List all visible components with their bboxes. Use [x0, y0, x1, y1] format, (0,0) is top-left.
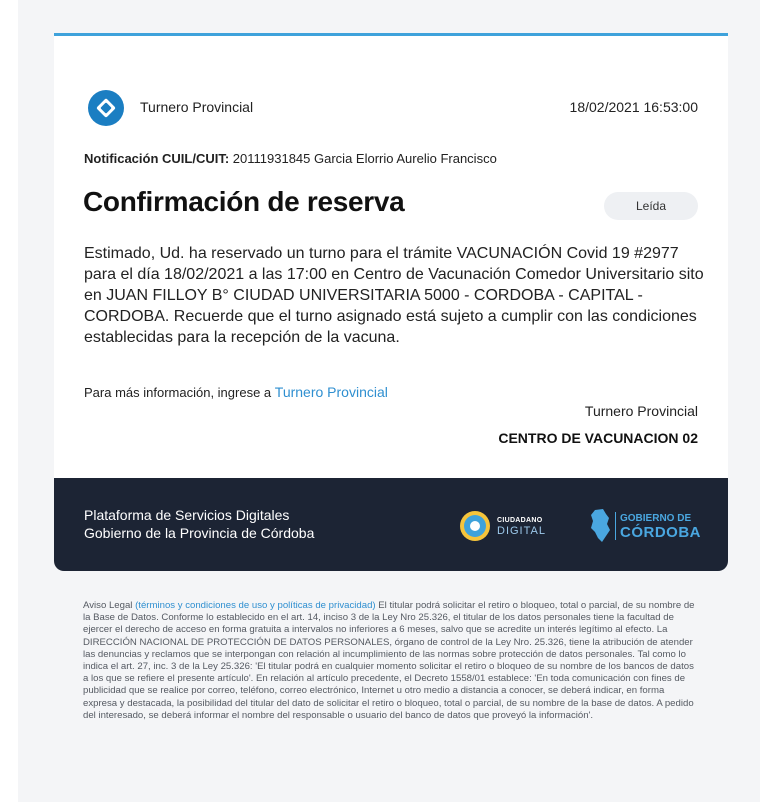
turnero-link[interactable]: Turnero Provincial	[274, 384, 388, 400]
cordoba-map-icon	[589, 508, 611, 544]
turnero-logo-icon	[88, 90, 124, 126]
ciudadano-digital-icon-center	[470, 521, 480, 531]
legal-prefix: Aviso Legal	[83, 600, 133, 611]
signature-center: CENTRO DE VACUNACION 02	[498, 430, 698, 446]
footer-government-text: Gobierno de la Provincia de Córdoba	[84, 525, 315, 541]
notification-value: 20111931845 Garcia Elorrio Aurelio Francisco	[232, 151, 497, 166]
legal-text: El titular podrá solicitar el retiro o bloqueo, total o parcial, de su nombre de la Base de Datos. Conforme lo establecido en el art. 14, inciso 3 de la Ley Nro 25.326, el titular de los datos personales tiene la facultad de ejercer el derecho de acceso en forma gratuita a intervalos no inferiores a 6 meses, salvo que se acredite un interés legítimo al efecto. La DIRECCIÓN NACIONAL DE PROTECCIÓN DE DATOS PERSONALES, órgano de control de la Ley Nro. 25.326, tiene la atribución de atender las denuncias y reclamos que se interpongan con relación al incumplimiento de las normas sobre protección de datos personales. Tal como lo indica el art. 27, inc. 3 de la Ley 25.326: 'El titular podrá en cualquier momento solicitar el retiro o bloqueo de su nombre de los bancos de datos a los que se refiere el presente artículo'. En relación al artículo precedente, el Decreto 1558/01 establece: 'En toda comunicación con fines de publicidad que se realice por correo, teléfono, correo electrónico, Internet u otro medio a distancia a conocer, se deberá indicar, en forma expresa y destacada, la posibilidad del titular del dato de solicitar el retiro o bloqueo, total o parcial, de su nombre de la base de datos. A pedido del interesado, se deberá informar el nombre del responsable o usuario del banco de datos que proveyó la información'.	[83, 600, 695, 721]
terms-link[interactable]: (términos y condiciones de uso y políticas de privacidad)	[135, 600, 376, 611]
cd-logo-bottom-text: DIGITAL	[497, 525, 546, 537]
email-header	[88, 90, 698, 126]
logo-separator	[615, 512, 616, 540]
gc-logo-top-text: GOBIERNO DE	[620, 513, 692, 524]
more-info-line	[84, 384, 388, 400]
timestamp: 18/02/2021 16:53:00	[569, 99, 698, 115]
status-badge: Leída	[604, 192, 698, 220]
message-body: Estimado, Ud. ha reservado un turno para el trámite VACUNACIÓN Covid 19 #2977 para el día 18/02/2021 a las 17:00 en Centro de Vacunación Comedor Universitario sito en JUAN FILLOY B° CIUDAD UNIVERSITARIA 5000 - CORDOBA - CAPITAL - CORDOBA. Recuerde que el turno asignado está sujeto a cumplir con las condiciones establecidas para la recepción de la vacuna.	[84, 245, 704, 346]
page-left-margin	[0, 0, 18, 802]
notification-line	[84, 151, 497, 166]
app-name: Turnero Provincial	[140, 99, 254, 115]
gobierno-cordoba-logo	[589, 508, 709, 544]
email-card	[54, 33, 728, 571]
signature-app: Turnero Provincial	[584, 403, 698, 419]
legal-notice	[83, 600, 698, 722]
footer-platform-text: Plataforma de Servicios Digitales	[84, 507, 290, 523]
ciudadano-digital-logo	[460, 511, 556, 541]
cd-logo-top-text: CIUDADANO	[497, 517, 543, 524]
more-info-text: Para más información, ingrese a	[84, 385, 272, 400]
gc-logo-bottom-text: CÓRDOBA	[620, 524, 701, 541]
notification-label: Notificación CUIL/CUIT:	[84, 151, 230, 166]
page-title: Confirmación de reserva	[83, 186, 405, 217]
footer-banner	[54, 478, 728, 571]
